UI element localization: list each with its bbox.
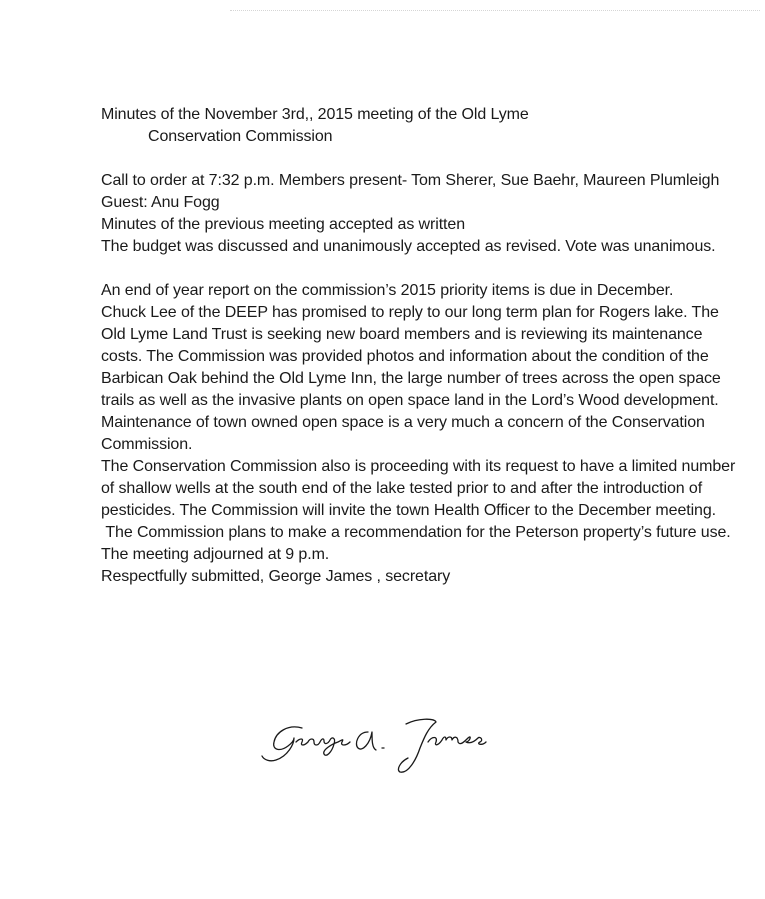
signoff-line: Respectfully submitted, George James , secretary xyxy=(101,568,451,585)
minutes-body xyxy=(101,104,741,588)
call-to-order: Call to order at 7:32 p.m. Members present- Tom Sherer, Sue Baehr, Maureen Plumleigh xyxy=(101,172,720,189)
guest-line: Guest: Anu Fogg xyxy=(101,194,220,211)
title-line-1: Minutes of the November 3rd,, 2015 meeting of the Old Lyme xyxy=(101,106,529,123)
deep-update: Chuck Lee of the DEEP has promised to reply to our long term plan for Rogers lake. The Old Lyme Land Trust is seeking new board members and is reviewing its maintenance costs. The Commission was provided photos and information about the condition of the Barbican Oak behind the Old Lyme Inn, the large number of trees across the open space trails as well as the invasive plants on open space land in the Lord’s Wood development. Maintenance of town owned open space is a very much a concern of the Conservation Commission. xyxy=(101,304,721,453)
previous-minutes: Minutes of the previous meeting accepted as written xyxy=(101,216,465,233)
year-end-report: An end of year report on the commission’s 2015 priority items is due in December. xyxy=(101,282,674,299)
spacer xyxy=(101,148,741,170)
budget-line: The budget was discussed and unanimously accepted as revised. Vote was unanimous. xyxy=(101,238,716,255)
adjournment: The meeting adjourned at 9 p.m. xyxy=(101,546,330,563)
peterson-property: The Commission plans to make a recommendation for the Peterson property’s future use. xyxy=(101,524,731,541)
handwritten-signature xyxy=(258,714,498,778)
wells-testing: The Conservation Commission also is proceeding with its request to have a limited number of shallow wells at the south end of the lake tested prior to and after the introduction of pesticides. The Commission will invite the town Health Officer to the December meeting. xyxy=(101,458,736,519)
spacer xyxy=(101,258,741,280)
title-line-2: Conservation Commission xyxy=(148,128,333,145)
scan-artifact xyxy=(230,10,760,15)
